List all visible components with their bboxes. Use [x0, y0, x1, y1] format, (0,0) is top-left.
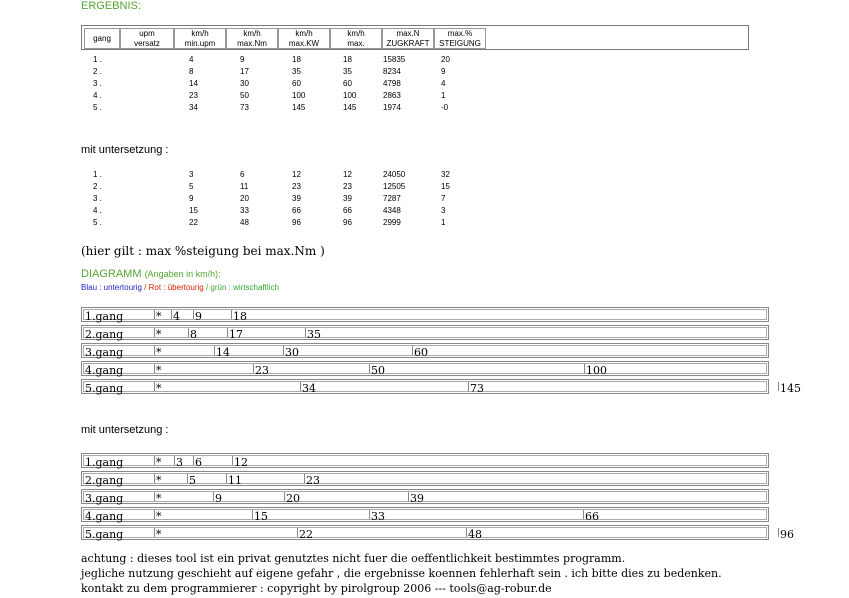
header-cell-line1: upm: [139, 29, 155, 38]
table-cell: 5 .: [93, 218, 102, 227]
footer-notice: [81, 551, 722, 596]
table-cell: 15: [189, 206, 198, 215]
diagram-bar: [81, 453, 769, 468]
table-cell: 7: [441, 194, 446, 203]
header-cell-line1: gang: [93, 34, 111, 43]
bar-gear-label: 3.gang: [85, 492, 124, 505]
section-label-reduced: mit untersetzung :: [81, 144, 169, 156]
table-cell: 35: [292, 67, 301, 76]
table-cell: 8: [189, 67, 194, 76]
bar-speed-mark: 12: [234, 456, 248, 469]
bar-gear-label: 5.gang: [85, 528, 124, 541]
table-cell: 60: [292, 79, 301, 88]
table-cell: 100: [343, 91, 357, 100]
table-cell: 73: [240, 103, 249, 112]
table-cell: 39: [292, 194, 301, 203]
bar-speed-mark: 100: [586, 364, 607, 377]
table-cell: 15835: [383, 55, 406, 64]
table-cell: 17: [240, 67, 249, 76]
bar-speed-mark: 66: [585, 510, 599, 523]
table-cell: 2 .: [93, 67, 102, 76]
bar-speed-mark: 22: [299, 528, 313, 541]
header-cell: [120, 28, 174, 49]
header-cell-line2: STEIGUNG: [439, 39, 481, 48]
diagram-header: [81, 268, 221, 280]
header-cell-line2: min.upm: [184, 39, 216, 48]
header-cell-line2: ZUGKRAFT: [386, 39, 430, 48]
bar-gear-label: 4.gang: [85, 510, 124, 523]
bar-gear-label: 4.gang: [85, 364, 124, 377]
bar-speed-mark: 20: [286, 492, 300, 505]
table-cell: 39: [343, 194, 352, 203]
diagram-subtitle: (Angaben in km/h):: [144, 269, 221, 279]
header-cell: [330, 28, 382, 49]
header-cell: [278, 28, 330, 49]
header-cell: [434, 28, 486, 49]
bar-start-marker: *: [156, 364, 162, 377]
header-cell-line1: max.%: [447, 29, 473, 38]
bar-gear-label: 3.gang: [85, 346, 124, 359]
table-cell: 6: [240, 170, 245, 179]
table-cell: 23: [343, 182, 352, 191]
bar-speed-mark: 3: [176, 456, 183, 469]
section-label-reduced-diagram: mit untersetzung :: [81, 424, 169, 436]
bar-speed-mark: 4: [173, 310, 180, 323]
table-cell: 9: [441, 67, 446, 76]
header-cell-line2: max.: [347, 39, 365, 48]
table-cell: 4 .: [93, 206, 102, 215]
table-cell: 66: [292, 206, 301, 215]
result-header-table: [81, 25, 749, 50]
bar-speed-mark: 6: [195, 456, 202, 469]
table-cell: 66: [343, 206, 352, 215]
table-cell: 2863: [383, 91, 401, 100]
header-cell-line1: km/h: [295, 29, 313, 38]
bar-gear-label: 2.gang: [85, 474, 124, 487]
bar-speed-mark: 11: [228, 474, 242, 487]
bar-speed-mark: 17: [229, 328, 243, 341]
bar-speed-mark: 23: [255, 364, 269, 377]
bar-start-marker: *: [156, 492, 162, 505]
table-cell: 4 .: [93, 91, 102, 100]
table-cell: -0: [441, 103, 449, 112]
diagram-bar: [81, 361, 769, 376]
header-cell-line1: km/h: [191, 29, 209, 38]
diagram-bar: [81, 525, 794, 541]
bar-speed-mark: 23: [306, 474, 320, 487]
table-cell: 96: [343, 218, 352, 227]
table-cell: 18: [343, 55, 352, 64]
legend-green: grün : wirtschaftlich: [210, 283, 279, 292]
table-cell: 22: [189, 218, 198, 227]
table-cell: 5: [189, 182, 194, 191]
table-cell: 11: [240, 182, 249, 191]
header-cell: [382, 28, 434, 49]
bar-speed-mark: 34: [302, 382, 316, 395]
bar-speed-mark: 48: [468, 528, 482, 541]
table-cell: 1: [441, 218, 446, 227]
diagram-bar: [81, 343, 769, 358]
bar-speed-mark: 96: [780, 528, 794, 541]
bar-start-marker: *: [156, 328, 162, 341]
table-cell: 48: [240, 218, 249, 227]
diagram-bar: [81, 489, 769, 504]
table-cell: 3: [189, 170, 194, 179]
legend-red: Rot : übertourig: [148, 283, 204, 292]
diagram-legend: [81, 283, 279, 292]
table-cell: 8234: [383, 67, 401, 76]
table-cell: 4: [189, 55, 194, 64]
bar-speed-mark: 15: [254, 510, 268, 523]
table-cell: 4348: [383, 206, 401, 215]
bar-start-marker: *: [156, 474, 162, 487]
table-cell: 7287: [383, 194, 401, 203]
table-cell: 50: [240, 91, 249, 100]
bar-gear-label: 1.gang: [85, 456, 124, 469]
table-cell: 12: [343, 170, 352, 179]
table-cell: 32: [441, 170, 450, 179]
header-cell-line2: versatz: [134, 39, 160, 48]
bar-speed-mark: 5: [189, 474, 196, 487]
table-cell: 12505: [383, 182, 406, 191]
table-cell: 96: [292, 218, 301, 227]
bar-speed-mark: 73: [470, 382, 484, 395]
bar-speed-mark: 35: [307, 328, 321, 341]
table-cell: 35: [343, 67, 352, 76]
bar-speed-mark: 14: [216, 346, 230, 359]
header-cell-line2: max.KW: [288, 39, 320, 48]
table-cell: 4: [441, 79, 446, 88]
table-cell: 1: [441, 91, 446, 100]
legend-sep: /: [203, 283, 211, 292]
table-cell: 12: [292, 170, 301, 179]
table-cell: 9: [189, 194, 194, 203]
bar-speed-mark: 145: [780, 382, 801, 395]
bar-speed-mark: 60: [414, 346, 428, 359]
table-cell: 20: [441, 55, 450, 64]
steigung-note: (hier gilt : max %steigung bei max.Nm ): [81, 244, 325, 258]
header-cell: [226, 28, 278, 49]
bar-gear-label: 2.gang: [85, 328, 124, 341]
bar-start-marker: *: [156, 528, 162, 541]
table-cell: 5 .: [93, 103, 102, 112]
footer-line: jegliche nutzung geschieht auf eigene gefahr , die ergebnisse koennen fehlerhaft sein . ich bitte dies zu bedenken.: [81, 567, 722, 580]
bar-speed-mark: 8: [190, 328, 197, 341]
table-cell: 3 .: [93, 194, 102, 203]
legend-sep: /: [141, 283, 149, 292]
table-cell: 3: [441, 206, 446, 215]
bar-start-marker: *: [156, 382, 162, 395]
table-cell: 23: [292, 182, 301, 191]
bar-speed-mark: 18: [233, 310, 247, 323]
header-cell: [174, 28, 226, 49]
bar-speed-mark: 33: [371, 510, 385, 523]
bar-speed-mark: 9: [195, 310, 202, 323]
bar-start-marker: *: [156, 346, 162, 359]
table-cell: 3 .: [93, 79, 102, 88]
table-cell: 24050: [383, 170, 406, 179]
diagram-bar: [81, 507, 769, 522]
bar-speed-mark: 50: [371, 364, 385, 377]
header-cell-line2: max.Nm: [237, 39, 267, 48]
table-cell: 30: [240, 79, 249, 88]
result-title: ERGEBNIS:: [81, 0, 141, 12]
table-cell: 18: [292, 55, 301, 64]
table-cell: 14: [189, 79, 198, 88]
footer-line: kontakt zu dem programmierer : copyright by pirolgroup 2006 --- tools@ag-robur.de: [81, 582, 552, 595]
bar-start-marker: *: [156, 310, 162, 323]
table-cell: 33: [240, 206, 249, 215]
table-cell: 1974: [383, 103, 401, 112]
table-cell: 15: [441, 182, 450, 191]
diagram-bar: [81, 379, 801, 395]
header-cell-line1: max.N: [396, 29, 420, 38]
footer-line: achtung : dieses tool ist ein privat genutztes nicht fuer die oeffentlichkeit bestimmtes programm.: [81, 552, 626, 565]
bar-start-marker: *: [156, 510, 162, 523]
table-cell: 34: [189, 103, 198, 112]
bar-speed-mark: 9: [215, 492, 222, 505]
header-cell: [84, 28, 120, 49]
table-cell: 2999: [383, 218, 401, 227]
bar-speed-mark: 30: [285, 346, 299, 359]
table-cell: 4798: [383, 79, 401, 88]
table-cell: 60: [343, 79, 352, 88]
diagram-bar: [81, 325, 769, 340]
table-cell: 20: [240, 194, 249, 203]
table-cell: 100: [292, 91, 306, 100]
header-cell-line1: km/h: [243, 29, 261, 38]
table-cell: 145: [292, 103, 306, 112]
bar-start-marker: *: [156, 456, 162, 469]
diagram-bar: [81, 307, 769, 322]
table-cell: 9: [240, 55, 245, 64]
bar-gear-label: 1.gang: [85, 310, 124, 323]
table-cell: 1 .: [93, 170, 102, 179]
bar-gear-label: 5.gang: [85, 382, 124, 395]
table-cell: 145: [343, 103, 357, 112]
header-cell-line1: km/h: [347, 29, 365, 38]
bar-speed-mark: 39: [410, 492, 424, 505]
table-cell: 1 .: [93, 55, 102, 64]
table-cell: 23: [189, 91, 198, 100]
table-cell: 2 .: [93, 182, 102, 191]
diagram-title: DIAGRAMM: [81, 268, 142, 280]
diagram-bar: [81, 471, 769, 486]
legend-blue: Blau : untertourig: [81, 283, 142, 292]
